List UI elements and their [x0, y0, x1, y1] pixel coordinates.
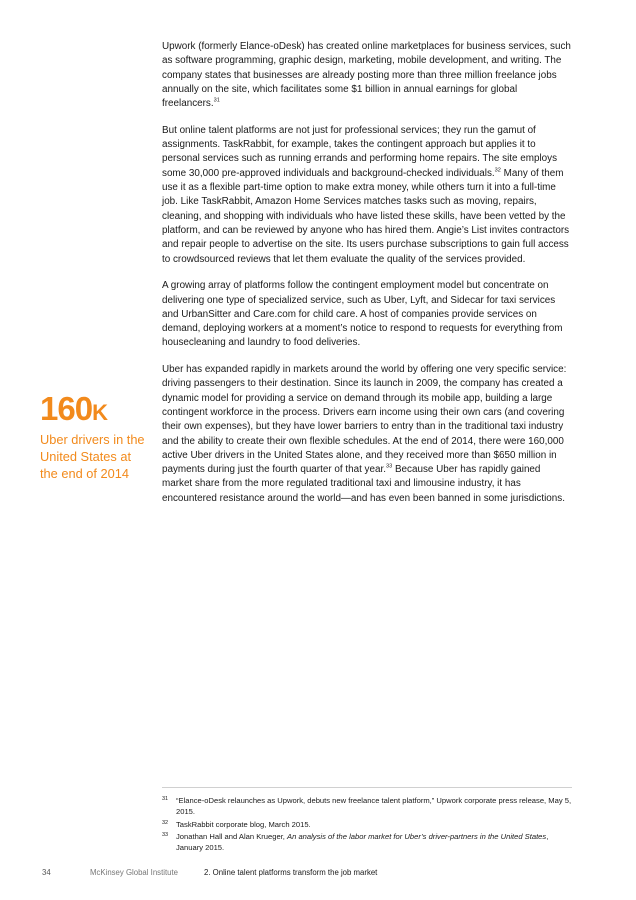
paragraph-text: But online talent platforms are not just for professional services; they run the gamut of assignments. TaskRabbit, for example, takes the contingent approach but applies it to personal services such as running errands and performing home repairs. The site employs some 30,000 pre-approved individuals and background-checked individuals.	[162, 124, 558, 179]
page-number: 34	[42, 868, 51, 877]
main-text	[162, 40, 572, 518]
paragraph-upwork	[162, 40, 572, 111]
paragraph-text: Upwork (formerly Elance-oDesk) has created online marketplaces for business services, such as software programming, graphic design, marketing, mobile development, and writing. The company states that businesses are already posting more than three million freelance jobs annually on the site, which facilitates some $1 billion in annual earnings for global freelancers.	[162, 41, 571, 110]
paragraph-text-cont: Many of them use it as a flexible part-time option to make extra money, while others turn it into a full-time job. Like TaskRabbit, Amazon Home Services matches tasks such as moving, repairs, cleaning, and shopping with individuals who have listed these skills, have been vetted by the platform, and can be reviewed by anyone who has hired them. Angie’s List invites contractors and repair people to advertise on the site. Its users purchase subscriptions to gain full access to crowdsourced reviews that let them evaluate the quality of the services provided.	[162, 167, 570, 265]
footnote-ref-32: 32	[494, 167, 501, 174]
footnote-31	[162, 795, 574, 817]
paragraph-text: Uber has expanded rapidly in markets around the world by offering one very specific service: driving passengers to their destination. Since its launch in 2009, the company has created a dynamic model for providing a service on demand through its mobile app, building a large contingent workforce in the process. Drivers earn income using their own cars (and covering their own expenses), but they have lower barriers to entry than in the traditional taxi industry and the ability to create their own flexible schedules. At the end of 2014, there were 160,000 active Uber drivers in the United States alone, and they received more than $650 million in payments during just the fourth quarter of that year.	[162, 364, 567, 476]
stat-unit: K	[92, 400, 108, 425]
paragraph-text-cont: Because Uber has rapidly gained market share from the more regulated traditional taxi and limousine industry, it has encountered resistance around the world—and has even been banned in some jurisdictions.	[162, 464, 565, 504]
footnote-report-title: An analysis of the labor market for Uber’s driver-partners in the United States	[287, 832, 547, 841]
stat-caption: Uber drivers in the United States at the end of 2014	[40, 432, 145, 481]
footnote-ref-33: 33	[385, 463, 393, 470]
footnote-text: “Elance-oDesk relaunches as Upwork, debuts new freelance talent platform,” Upwork corporate press release, May 5, 2015.	[176, 796, 572, 816]
paragraph-taskrabbit	[162, 124, 572, 267]
footnote-number: 33	[162, 832, 169, 838]
paragraph-platforms	[162, 279, 572, 350]
footnote-text	[176, 831, 574, 853]
stat-value: 160	[40, 390, 93, 427]
paragraph-uber	[162, 363, 572, 506]
footnote-divider	[162, 787, 572, 788]
footnote-number: 32	[162, 819, 169, 826]
footnotes	[162, 795, 574, 855]
stat-callout	[40, 392, 152, 482]
footnote-33	[162, 831, 574, 853]
footnote-text-b: , January 2015.	[176, 832, 549, 852]
footnote-32	[162, 819, 574, 830]
publisher-name: McKinsey Global Institute	[90, 868, 178, 877]
paragraph-text: A growing array of platforms follow the contingent employment model but concentrate on delivering one type of specialized service, such as Uber, Lyft, and Sidecar for taxi services and UrbanSitter and Care.com for child care. A host of companies provide services on demand, deploying workers at a moment’s notice to respond to requests for everything from housecleaning and laundry to food deliveries.	[162, 280, 563, 349]
footnote-text: TaskRabbit corporate blog, March 2015.	[176, 819, 311, 829]
footnote-ref-31: 31	[213, 97, 220, 104]
footnote-text-a: Jonathan Hall and Alan Krueger,	[176, 832, 288, 841]
section-title: 2. Online talent platforms transform the job market	[204, 868, 378, 877]
footnote-number: 31	[162, 796, 169, 802]
stat-number	[40, 392, 152, 430]
